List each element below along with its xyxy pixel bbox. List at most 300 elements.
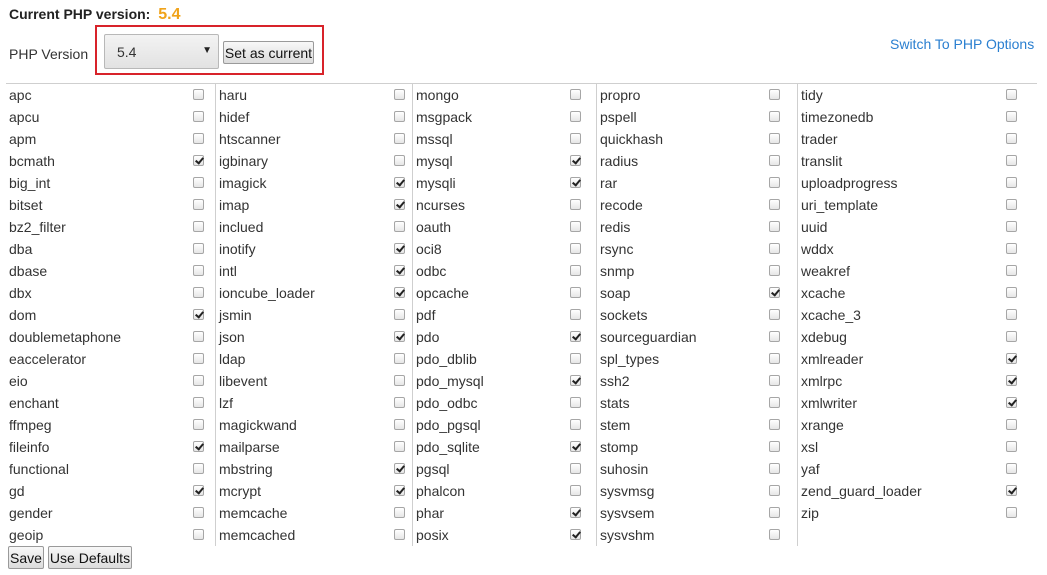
extension-row	[413, 84, 596, 106]
extension-row	[216, 524, 412, 546]
extension-checkbox[interactable]	[193, 287, 204, 298]
extension-name: bcmath	[9, 153, 55, 169]
extension-row	[597, 282, 797, 304]
extension-name: mysqli	[416, 175, 456, 191]
extension-name: soap	[600, 285, 631, 301]
extension-checkbox[interactable]	[394, 507, 405, 518]
extension-name: sysvsem	[600, 505, 655, 521]
extension-name: trader	[801, 131, 838, 147]
extension-name: translit	[801, 153, 843, 169]
extension-checkbox[interactable]	[394, 89, 405, 100]
extension-name: igbinary	[219, 153, 269, 169]
extension-name: bz2_filter	[9, 219, 66, 235]
extension-checkbox[interactable]	[1006, 177, 1017, 188]
extension-name: gender	[9, 505, 53, 521]
extension-name: haru	[219, 87, 248, 103]
extension-checkbox[interactable]	[570, 529, 581, 540]
extension-checkbox[interactable]	[193, 375, 204, 386]
extension-checkbox[interactable]	[1006, 485, 1017, 496]
extension-name: sourceguardian	[600, 329, 697, 345]
extension-name: propro	[600, 87, 641, 103]
extension-row	[216, 106, 412, 128]
extension-name: fileinfo	[9, 439, 50, 455]
extension-row	[6, 436, 215, 458]
extension-row	[597, 502, 797, 524]
extension-row	[413, 480, 596, 502]
extension-row	[413, 458, 596, 480]
extension-checkbox[interactable]	[193, 265, 204, 276]
extension-checkbox[interactable]	[193, 243, 204, 254]
extension-name: stats	[600, 395, 630, 411]
extension-checkbox[interactable]	[394, 243, 405, 254]
extension-checkbox[interactable]	[193, 199, 204, 210]
extension-row	[413, 106, 596, 128]
extension-checkbox[interactable]	[394, 375, 405, 386]
extension-checkbox[interactable]	[570, 111, 581, 122]
extension-checkbox[interactable]	[769, 331, 780, 342]
save-button[interactable]: Save	[8, 546, 44, 569]
current-version-label: Current PHP version:	[9, 6, 151, 22]
extension-name: mongo	[416, 87, 459, 103]
extension-checkbox[interactable]	[193, 463, 204, 474]
extension-row	[6, 194, 215, 216]
extension-checkbox[interactable]	[769, 89, 780, 100]
extension-row	[413, 282, 596, 304]
extension-name: gd	[9, 483, 25, 499]
extension-name: yaf	[801, 461, 820, 477]
extension-checkbox[interactable]	[769, 243, 780, 254]
use-defaults-button[interactable]: Use Defaults	[48, 546, 132, 569]
extension-name: memcache	[219, 505, 288, 521]
extension-row	[6, 348, 215, 370]
extension-row	[6, 414, 215, 436]
extension-row	[413, 260, 596, 282]
extension-checkbox[interactable]	[1006, 441, 1017, 452]
extension-checkbox[interactable]	[394, 265, 405, 276]
extension-row	[216, 392, 412, 414]
extension-checkbox[interactable]	[1006, 111, 1017, 122]
extension-checkbox[interactable]	[570, 177, 581, 188]
extension-checkbox[interactable]	[394, 353, 405, 364]
extension-name: htscanner	[219, 131, 281, 147]
extension-row	[798, 480, 1037, 502]
extension-row	[216, 502, 412, 524]
extension-checkbox[interactable]	[193, 177, 204, 188]
extension-row	[798, 238, 1037, 260]
extension-row	[597, 392, 797, 414]
extension-row	[216, 172, 412, 194]
extension-checkbox[interactable]	[570, 353, 581, 364]
extension-row	[216, 282, 412, 304]
extension-row	[216, 326, 412, 348]
extension-row	[413, 414, 596, 436]
extension-name: mcrypt	[219, 483, 261, 499]
extension-name: snmp	[600, 263, 635, 279]
extension-name: geoip	[9, 527, 44, 543]
extension-row	[413, 150, 596, 172]
extension-checkbox[interactable]	[1006, 221, 1017, 232]
extension-checkbox[interactable]	[1006, 397, 1017, 408]
extension-checkbox[interactable]	[193, 221, 204, 232]
extension-name: sockets	[600, 307, 648, 323]
extension-checkbox[interactable]	[570, 287, 581, 298]
extension-row	[798, 304, 1037, 326]
extension-checkbox[interactable]	[394, 287, 405, 298]
extension-checkbox[interactable]	[394, 441, 405, 452]
extension-checkbox[interactable]	[769, 221, 780, 232]
switch-to-php-options-link[interactable]: Switch To PHP Options	[890, 36, 1035, 52]
extension-row	[216, 458, 412, 480]
extension-checkbox[interactable]	[769, 111, 780, 122]
extension-row	[597, 106, 797, 128]
extension-row	[6, 282, 215, 304]
extension-row	[413, 194, 596, 216]
extension-name: jsmin	[219, 307, 252, 323]
extension-row	[597, 326, 797, 348]
extension-checkbox[interactable]	[1006, 133, 1017, 144]
extension-checkbox[interactable]	[570, 155, 581, 166]
extension-row	[6, 524, 215, 546]
extension-name: eaccelerator	[9, 351, 87, 367]
extension-row	[413, 502, 596, 524]
extension-row	[6, 238, 215, 260]
extension-checkbox[interactable]	[193, 397, 204, 408]
php-version-selected: 5.4	[117, 44, 137, 60]
extension-checkbox[interactable]	[1006, 89, 1017, 100]
extension-name: big_int	[9, 175, 51, 191]
extension-checkbox[interactable]	[1006, 419, 1017, 430]
extension-checkbox[interactable]	[394, 111, 405, 122]
extension-checkbox[interactable]	[193, 309, 204, 320]
extension-row	[798, 128, 1037, 150]
extension-name: dbx	[9, 285, 32, 301]
extension-name: stomp	[600, 439, 639, 455]
extension-row	[413, 392, 596, 414]
extension-row	[413, 348, 596, 370]
extension-name: timezonedb	[801, 109, 874, 125]
extension-name: hidef	[219, 109, 250, 125]
extension-checkbox[interactable]	[1006, 243, 1017, 254]
extension-row	[597, 458, 797, 480]
extension-row	[6, 84, 215, 106]
extension-name: rar	[600, 175, 618, 191]
extension-checkbox[interactable]	[193, 441, 204, 452]
extension-name: sysvmsg	[600, 483, 655, 499]
extension-row	[798, 194, 1037, 216]
extension-name: bitset	[9, 197, 43, 213]
extensions-column	[797, 84, 1037, 546]
extension-checkbox[interactable]	[570, 375, 581, 386]
extension-name: lzf	[219, 395, 233, 411]
extension-checkbox[interactable]	[570, 89, 581, 100]
extension-name: zip	[801, 505, 819, 521]
extension-checkbox[interactable]	[394, 155, 405, 166]
extension-checkbox[interactable]	[1006, 199, 1017, 210]
extension-checkbox[interactable]	[769, 265, 780, 276]
extensions-column	[412, 84, 596, 546]
extension-name: imagick	[219, 175, 267, 191]
extension-row	[597, 304, 797, 326]
extension-row	[798, 216, 1037, 238]
extension-name: apcu	[9, 109, 40, 125]
extension-name: pdo_dblib	[416, 351, 477, 367]
extension-name: mailparse	[219, 439, 280, 455]
extension-row	[597, 436, 797, 458]
extension-name: rsync	[600, 241, 634, 257]
extension-checkbox[interactable]	[769, 287, 780, 298]
extensions-grid	[6, 83, 1037, 546]
extension-row	[216, 304, 412, 326]
extension-name: inclued	[219, 219, 264, 235]
extension-name: oauth	[416, 219, 452, 235]
extension-name: weakref	[801, 263, 851, 279]
extension-name: mbstring	[219, 461, 273, 477]
extension-checkbox[interactable]	[394, 397, 405, 408]
extension-checkbox[interactable]	[570, 463, 581, 474]
extension-name: pdo_odbc	[416, 395, 478, 411]
extension-name: suhosin	[600, 461, 649, 477]
extension-name: imap	[219, 197, 250, 213]
extension-checkbox[interactable]	[1006, 309, 1017, 320]
extension-checkbox[interactable]	[1006, 507, 1017, 518]
extension-checkbox[interactable]	[394, 419, 405, 430]
extension-row	[798, 106, 1037, 128]
extension-row	[798, 414, 1037, 436]
extension-name: eio	[9, 373, 28, 389]
extension-name: libevent	[219, 373, 268, 389]
extensions-column	[596, 84, 797, 546]
extension-name: tidy	[801, 87, 823, 103]
extension-checkbox[interactable]	[193, 331, 204, 342]
extension-name: pdf	[416, 307, 436, 323]
extension-name: json	[219, 329, 245, 345]
extension-checkbox[interactable]	[394, 177, 405, 188]
extension-row	[6, 260, 215, 282]
extension-checkbox[interactable]	[769, 441, 780, 452]
extension-name: dba	[9, 241, 33, 257]
extension-row	[216, 370, 412, 392]
extension-name: memcached	[219, 527, 296, 543]
extension-checkbox[interactable]	[769, 309, 780, 320]
extension-name: xdebug	[801, 329, 847, 345]
extension-checkbox[interactable]	[570, 309, 581, 320]
extension-checkbox[interactable]	[570, 133, 581, 144]
extension-checkbox[interactable]	[394, 463, 405, 474]
extension-name: phar	[416, 505, 445, 521]
extension-row	[798, 436, 1037, 458]
extension-row	[216, 216, 412, 238]
extension-checkbox[interactable]	[769, 199, 780, 210]
extension-name: enchant	[9, 395, 59, 411]
extension-row	[597, 128, 797, 150]
extension-checkbox[interactable]	[769, 485, 780, 496]
extension-name: magickwand	[219, 417, 297, 433]
extension-checkbox[interactable]	[570, 441, 581, 452]
extension-checkbox[interactable]	[193, 89, 204, 100]
extension-checkbox[interactable]	[1006, 155, 1017, 166]
extension-checkbox[interactable]	[570, 331, 581, 342]
extension-row	[798, 458, 1037, 480]
extension-row	[798, 172, 1037, 194]
extension-row	[413, 128, 596, 150]
extension-name: msgpack	[416, 109, 473, 125]
extension-name: pgsql	[416, 461, 450, 477]
extension-row	[798, 392, 1037, 414]
extension-checkbox[interactable]	[394, 331, 405, 342]
extension-name: radius	[600, 153, 639, 169]
extension-checkbox[interactable]	[1006, 353, 1017, 364]
extension-name: ioncube_loader	[219, 285, 315, 301]
extension-row	[6, 370, 215, 392]
extension-checkbox[interactable]	[570, 507, 581, 518]
extension-name: oci8	[416, 241, 442, 257]
extension-row	[798, 370, 1037, 392]
extension-checkbox[interactable]	[1006, 463, 1017, 474]
extension-name: redis	[600, 219, 631, 235]
extension-checkbox[interactable]	[570, 265, 581, 276]
extension-checkbox[interactable]	[570, 243, 581, 254]
extension-row	[798, 260, 1037, 282]
extension-name: dbase	[9, 263, 48, 279]
extension-row	[413, 436, 596, 458]
extension-name: recode	[600, 197, 643, 213]
extension-checkbox[interactable]	[394, 221, 405, 232]
extension-name: uri_template	[801, 197, 879, 213]
extension-row	[798, 282, 1037, 304]
php-version-select[interactable]	[104, 34, 219, 69]
extension-row	[413, 524, 596, 546]
extension-name: spl_types	[600, 351, 660, 367]
extension-row	[597, 150, 797, 172]
extension-checkbox[interactable]	[570, 221, 581, 232]
extension-name: xrange	[801, 417, 844, 433]
extension-checkbox[interactable]	[394, 485, 405, 496]
extension-name: inotify	[219, 241, 256, 257]
extension-checkbox[interactable]	[193, 155, 204, 166]
extension-name: mssql	[416, 131, 453, 147]
extension-checkbox[interactable]	[394, 133, 405, 144]
extension-row	[597, 238, 797, 260]
extension-row	[6, 304, 215, 326]
extension-row	[597, 370, 797, 392]
extension-checkbox[interactable]	[769, 507, 780, 518]
extension-row	[216, 414, 412, 436]
extension-checkbox[interactable]	[1006, 331, 1017, 342]
extension-name: odbc	[416, 263, 447, 279]
extension-name: uploadprogress	[801, 175, 898, 191]
extension-row	[798, 502, 1037, 524]
extension-checkbox[interactable]	[769, 133, 780, 144]
extension-checkbox[interactable]	[193, 111, 204, 122]
extension-name: phalcon	[416, 483, 466, 499]
extension-checkbox[interactable]	[769, 353, 780, 364]
extension-name: xmlrpc	[801, 373, 843, 389]
extension-row	[6, 392, 215, 414]
extension-checkbox[interactable]	[193, 507, 204, 518]
extension-row	[6, 172, 215, 194]
extension-checkbox[interactable]	[570, 199, 581, 210]
extension-checkbox[interactable]	[570, 397, 581, 408]
extension-name: xcache_3	[801, 307, 861, 323]
extension-row	[6, 326, 215, 348]
extension-name: apc	[9, 87, 32, 103]
dropdown-arrow-icon: ▼	[202, 45, 212, 56]
extensions-column	[6, 84, 215, 546]
extension-row	[216, 150, 412, 172]
extension-row	[413, 370, 596, 392]
extension-name: xmlwriter	[801, 395, 857, 411]
extension-row	[798, 84, 1037, 106]
extension-name: ldap	[219, 351, 246, 367]
extension-row	[413, 326, 596, 348]
extension-checkbox[interactable]	[769, 529, 780, 540]
extension-checkbox[interactable]	[193, 485, 204, 496]
extension-checkbox[interactable]	[1006, 287, 1017, 298]
extension-checkbox[interactable]	[570, 419, 581, 430]
extension-name: mysql	[416, 153, 453, 169]
extension-checkbox[interactable]	[394, 199, 405, 210]
set-as-current-button[interactable]: Set as current	[223, 41, 314, 64]
extension-row	[6, 150, 215, 172]
extension-name: doublemetaphone	[9, 329, 122, 345]
extension-row	[597, 414, 797, 436]
extension-row	[597, 260, 797, 282]
extension-name: quickhash	[600, 131, 664, 147]
extension-row	[216, 436, 412, 458]
extension-name: apm	[9, 131, 37, 147]
extension-checkbox[interactable]	[1006, 265, 1017, 276]
extension-checkbox[interactable]	[193, 353, 204, 364]
extension-name: xmlreader	[801, 351, 864, 367]
extension-row	[216, 480, 412, 502]
extension-row	[216, 348, 412, 370]
extension-row	[216, 194, 412, 216]
extension-checkbox[interactable]	[193, 133, 204, 144]
extension-checkbox[interactable]	[193, 419, 204, 430]
extension-row	[6, 458, 215, 480]
extension-name: xsl	[801, 439, 819, 455]
extension-checkbox[interactable]	[769, 155, 780, 166]
extension-checkbox[interactable]	[769, 375, 780, 386]
extension-row	[6, 106, 215, 128]
extension-name: zend_guard_loader	[801, 483, 922, 499]
extension-row	[413, 304, 596, 326]
extension-checkbox[interactable]	[769, 463, 780, 474]
extension-checkbox[interactable]	[769, 419, 780, 430]
extension-row	[798, 326, 1037, 348]
current-version-heading	[9, 6, 180, 24]
extension-row	[216, 128, 412, 150]
extension-row	[597, 480, 797, 502]
extension-row	[798, 348, 1037, 370]
extension-name: pdo_pgsql	[416, 417, 481, 433]
extension-checkbox[interactable]	[394, 529, 405, 540]
extension-name: pdo	[416, 329, 440, 345]
extension-name: wddx	[801, 241, 834, 257]
extension-name: sysvshm	[600, 527, 655, 543]
extension-checkbox[interactable]	[769, 177, 780, 188]
extension-checkbox[interactable]	[193, 529, 204, 540]
extension-checkbox[interactable]	[394, 309, 405, 320]
extension-checkbox[interactable]	[1006, 375, 1017, 386]
extension-name: posix	[416, 527, 449, 543]
extension-row	[413, 216, 596, 238]
extension-checkbox[interactable]	[769, 397, 780, 408]
extension-checkbox[interactable]	[570, 485, 581, 496]
extension-name: xcache	[801, 285, 846, 301]
extension-name: pspell	[600, 109, 637, 125]
extension-row	[6, 480, 215, 502]
